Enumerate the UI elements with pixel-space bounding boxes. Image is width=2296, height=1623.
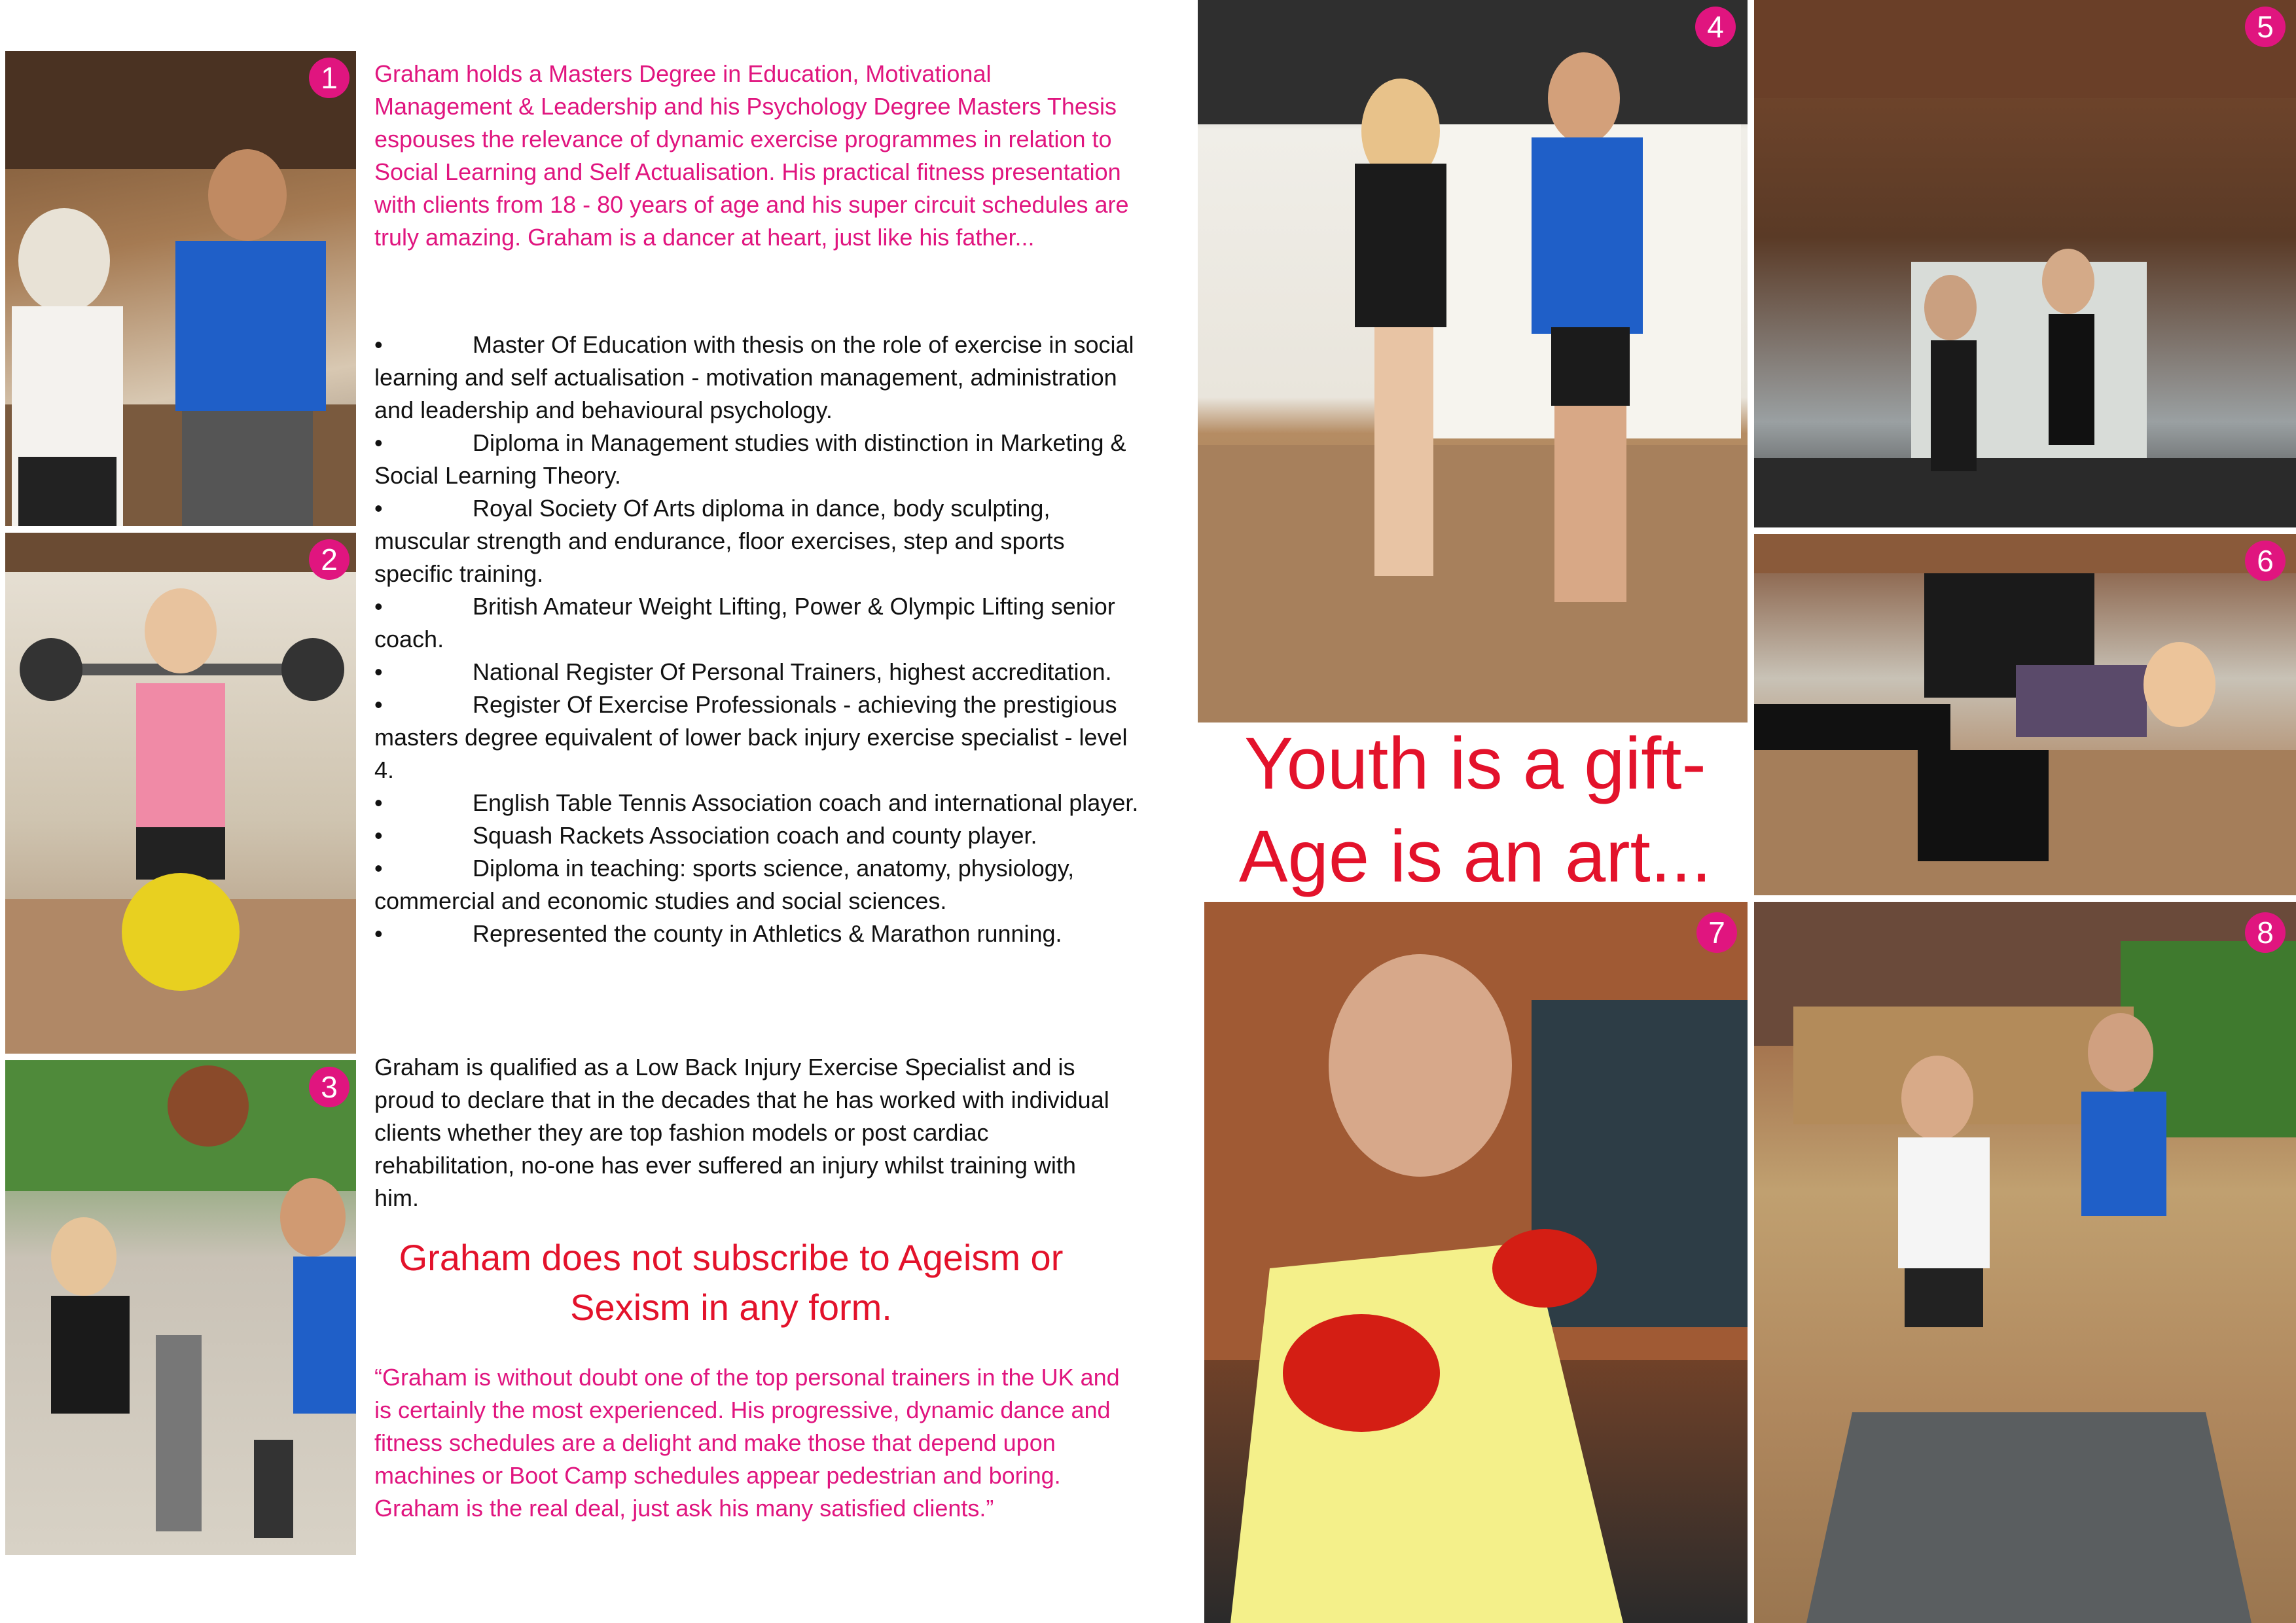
bullet-icon: • xyxy=(374,789,383,816)
bullet-icon: • xyxy=(374,495,383,522)
intro-paragraph: Graham holds a Masters Degree in Education, Motivational Management & Leadership and his Psychology Degree Masters Thesis espouses the relevance of dynamic exercise programmes in relation to Social Learning and Self Actualisation. His practical fitness presentation with clients from 18 - 80 years of age and his super circuit schedules are truly amazing. Graham is a dancer at heart, just like his father... xyxy=(374,60,1129,251)
list-item: • Register Of Exercise Professionals - achieving the prestigious masters degree equivalent of lower back injury exercise specialist - level 4. xyxy=(374,688,1140,787)
photo-number-badge: 7 xyxy=(1696,912,1737,953)
photo-1 xyxy=(5,51,356,526)
list-item: • British Amateur Weight Lifting, Power & Olympic Lifting senior coach. xyxy=(374,590,1140,656)
photo-7 xyxy=(1204,902,1748,1623)
list-item: • Royal Society Of Arts diploma in dance, body sculpting, muscular strength and endurance, floor exercises, step and sports specific training. xyxy=(374,492,1140,590)
bullet-icon: • xyxy=(374,593,383,620)
list-item: • Diploma in teaching: sports science, anatomy, physiology, commercial and economic studies and social sciences. xyxy=(374,852,1140,918)
photo-number-badge: 3 xyxy=(309,1067,350,1107)
photo-3 xyxy=(5,1060,356,1555)
bullet-icon: • xyxy=(374,855,383,882)
bullet-icon: • xyxy=(374,429,383,456)
bullet-icon: • xyxy=(374,691,383,718)
ageism-statement: Graham does not subscribe to Ageism or Sexism in any form. xyxy=(399,1237,1064,1328)
list-item: • English Table Tennis Association coach and international player. xyxy=(374,787,1140,819)
slogan-line-1: Youth is a gift- xyxy=(1244,722,1706,804)
photo-number-badge: 1 xyxy=(309,58,350,98)
bullet-icon: • xyxy=(374,822,383,849)
bullet-icon: • xyxy=(374,331,383,358)
list-item: • National Register Of Personal Trainers, highest accreditation. xyxy=(374,656,1140,688)
photo-number-badge: 6 xyxy=(2245,541,2286,581)
photo-4 xyxy=(1198,0,1748,722)
photo-6 xyxy=(1754,534,2296,895)
photo-number-badge: 8 xyxy=(2245,912,2286,953)
bullet-icon: • xyxy=(374,920,383,947)
list-item: • Diploma in Management studies with distinction in Marketing & Social Learning Theory. xyxy=(374,427,1140,492)
photo-number-badge: 4 xyxy=(1695,7,1736,47)
photo-2 xyxy=(5,533,356,1054)
slogan xyxy=(1202,717,1749,903)
list-item: • Squash Rackets Association coach and county player. xyxy=(374,819,1140,852)
photo-8 xyxy=(1754,902,2296,1623)
testimonial-quote: “Graham is without doubt one of the top personal trainers in the UK and is certainly the most experienced. His progressive, dynamic dance and fitness schedules are a delight and make those that depend upon machines or Boot Camp schedules appear pedestrian and boring. Graham is the real deal, just ask his many satisfied clients.” xyxy=(374,1364,1120,1522)
list-item: • Master Of Education with thesis on the role of exercise in social learning and self actualisation - motivation management, administration and leadership and behavioural psychology. xyxy=(374,329,1140,427)
list-item: • Represented the county in Athletics & Marathon running. xyxy=(374,918,1140,950)
qualifications-list xyxy=(374,329,1140,950)
slogan-line-2: Age is an art... xyxy=(1238,815,1712,897)
photo-number-badge: 2 xyxy=(309,539,350,580)
photo-number-badge: 5 xyxy=(2245,7,2286,47)
low-back-paragraph: Graham is qualified as a Low Back Injury Exercise Specialist and is proud to declare that in the decades that he has worked with individual clients whether they are top fashion models or post cardiac rehabilitation, no-one has ever suffered an injury whilst training with him. xyxy=(374,1054,1109,1211)
bullet-icon: • xyxy=(374,658,383,685)
photo-5 xyxy=(1754,0,2296,527)
